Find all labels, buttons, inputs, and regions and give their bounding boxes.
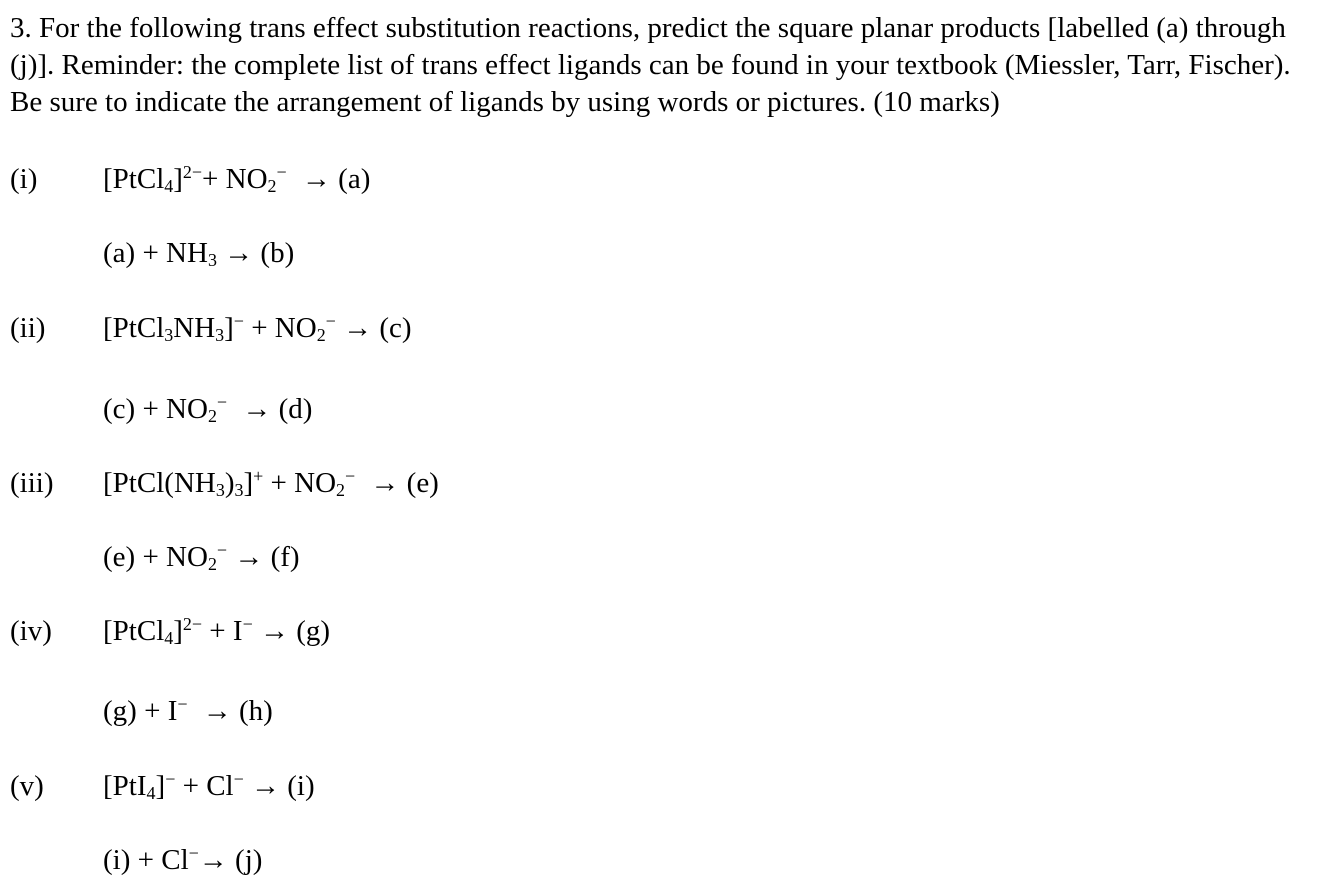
equation-iv-step1: [PtCl$_4$]$^{2-}$ + I− → (g) <box>103 614 331 649</box>
equation-ii-step1: $[PtCl_3NH_3]^- + NO_2^- \to (c)$ <box>103 311 412 346</box>
equation-iv-step2: (g) + I− → (h) <box>103 694 273 727</box>
part-label-i: (i) <box>10 163 38 195</box>
part-label-ii: (ii) <box>10 312 46 344</box>
question-text: 3. For the following trans effect substitution reactions, predict the square planar products [labelled (a) through (j)]. Reminder: the complete list of trans effect ligands can be found in your textbook (Miessler, Tarr, Fischer). Be sure to indicate the arrangement of ligands by using words or pictures. (10 marks) <box>10 12 1291 118</box>
equation-i-step1: [PtCl$_4$]$^{2-}$+ $NO_2^- \to (a)$ <box>103 162 371 197</box>
equation-iii-step1: $[PtCl(NH_3)_3]^+ + NO_2^- \to (e)$ <box>103 466 439 501</box>
equation-i-step2: $(a) + NH_3 \to (b)$ <box>103 237 295 271</box>
equation-v-step2: (i) + Cl−→ (j) <box>103 843 263 876</box>
part-label-iv: (iv) <box>10 615 52 647</box>
equation-iii-step2: $(e) + NO_2^- \to (f)$ <box>103 540 300 575</box>
equation-v-step1: [PtI$_4$]− + Cl− → (i) <box>103 769 315 804</box>
part-label-iii: (iii) <box>10 467 54 499</box>
equation-ii-step2: $(c) + NO_2^- \to (d)$ <box>103 392 313 427</box>
part-label-v: (v) <box>10 770 44 802</box>
